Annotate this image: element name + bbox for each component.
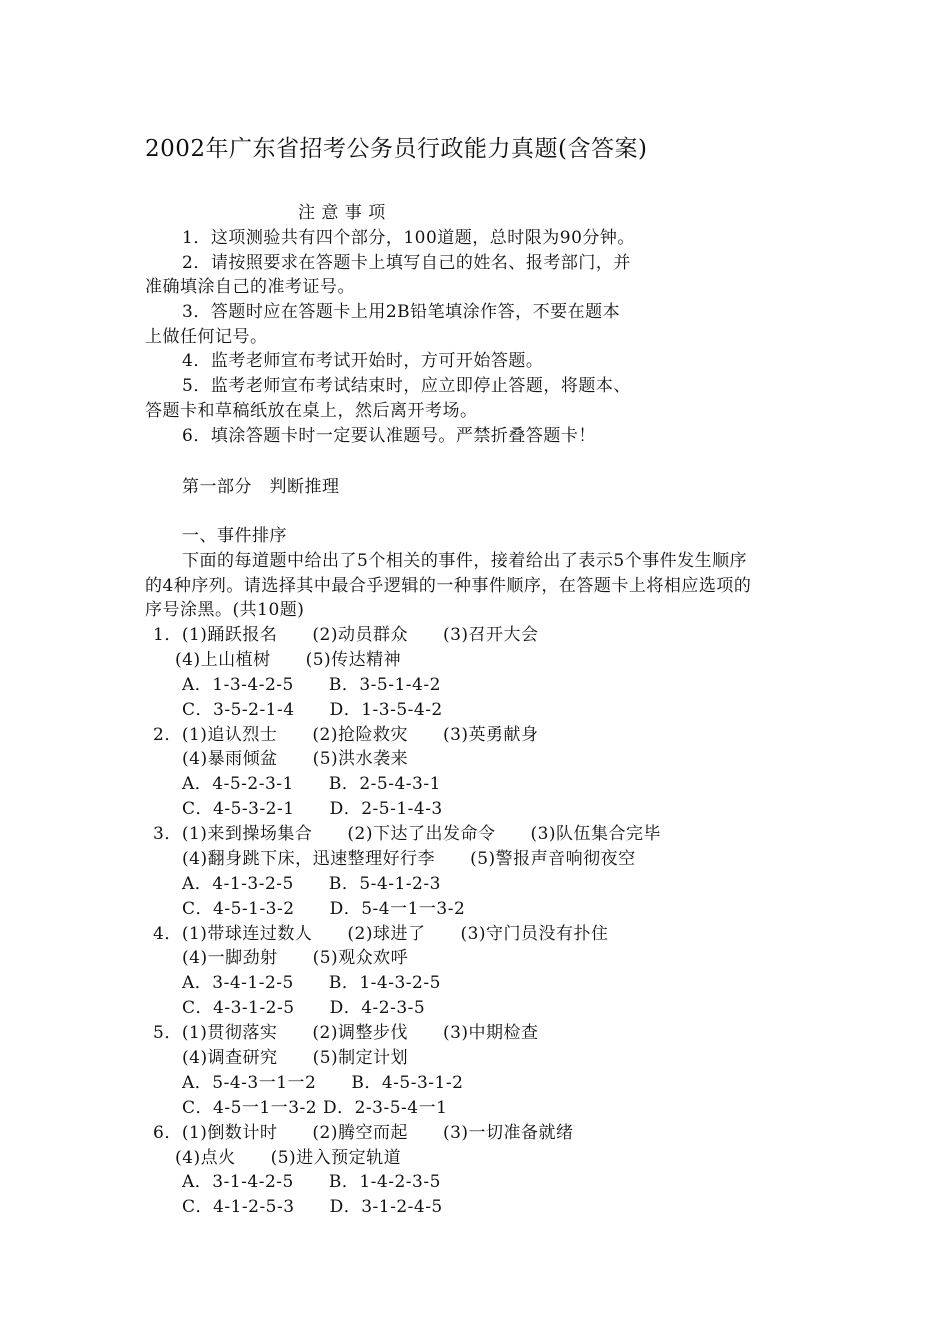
option-line: A．3-4-1-2-5 B．1-4-3-2-5: [182, 973, 441, 993]
notice-line: 1．这项测验共有四个部分，100道题，总时限为90分钟。: [182, 228, 635, 248]
notice-line: 2．请按照要求在答题卡上填写自己的姓名、报考部门，并: [182, 253, 631, 273]
question-line: (4)点火 (5)进入预定轨道: [175, 1148, 402, 1168]
notice-line: 4．监考老师宣布考试开始时，方可开始答题。: [182, 351, 544, 371]
option-line: A．5-4-3一1一2 B．4-5-3-1-2: [182, 1073, 464, 1093]
option-line: A．3-1-4-2-5 B．1-4-2-3-5: [182, 1172, 441, 1192]
notice-line: 准确填涂自己的准考证号。: [145, 277, 355, 297]
question-line: 3．(1)来到操场集合 (2)下达了出发命令 (3)队伍集合完毕: [153, 824, 662, 844]
question-line: 2．(1)追认烈士 (2)抢险救灾 (3)英勇献身: [153, 725, 539, 745]
question-line: (4)一脚劲射 (5)观众欢呼: [182, 948, 409, 968]
part-heading: 第一部分 判断推理: [182, 477, 340, 497]
option-line: A．1-3-4-2-5 B．3-5-1-4-2: [182, 675, 441, 695]
option-line: A．4-5-2-3-1 B．2-5-4-3-1: [182, 774, 441, 794]
option-line: A．4-1-3-2-5 B．5-4-1-2-3: [182, 874, 441, 894]
option-line: C．4-1-2-5-3 D．3-1-2-4-5: [182, 1197, 443, 1217]
option-line: C．3-5-2-1-4 D．1-3-5-4-2: [182, 700, 443, 720]
question-line: (4)翻身跳下床，迅速整理好行李 (5)警报声音响彻夜空: [182, 849, 636, 869]
question-line: (4)暴雨倾盆 (5)洪水袭来: [182, 749, 409, 769]
document-title: 2002年广东省招考公务员行政能力真题(含答案): [145, 136, 648, 162]
question-line: 4．(1)带球连过数人 (2)球进了 (3)守门员没有扑住: [153, 924, 609, 944]
option-line: C．4-5一1一3-2 D．2-3-5-4一1: [182, 1098, 448, 1118]
question-line: 6．(1)倒数计时 (2)腾空而起 (3)一切准备就绪: [153, 1123, 574, 1143]
instructions-line: 的4种序列。请选择其中最合乎逻辑的一种事件顺序，在答题卡上将相应选项的: [145, 576, 752, 596]
question-line: (4)上山植树 (5)传达精神: [175, 650, 402, 670]
instructions-line: 序号涂黑。(共10题): [145, 600, 305, 620]
question-line: (4)调查研究 (5)制定计划: [182, 1048, 409, 1068]
question-line: 1．(1)踊跃报名 (2)动员群众 (3)召开大会: [153, 625, 539, 645]
notice-line: 上做任何记号。: [145, 327, 268, 347]
option-line: C．4-5-3-2-1 D．2-5-1-4-3: [182, 799, 443, 819]
section-heading: 一、事件排序: [182, 526, 287, 546]
question-line: 5．(1)贯彻落实 (2)调整步伐 (3)中期检查: [153, 1023, 539, 1043]
notice-heading: 注 意 事 项: [298, 203, 386, 223]
notice-line: 5．监考老师宣布考试结束时，应立即停止答题，将题本、: [182, 376, 631, 396]
notice-line: 6．填涂答题卡时一定要认准题号。严禁折叠答题卡！: [182, 426, 596, 446]
notice-line: 3．答题时应在答题卡上用2B铅笔填涂作答，不要在题本: [182, 302, 621, 322]
instructions-line: 下面的每道题中给出了5个相关的事件，接着给出了表示5个事件发生顺序: [182, 551, 748, 571]
option-line: C．4-5-1-3-2 D．5-4一1一3-2: [182, 899, 466, 919]
option-line: C．4-3-1-2-5 D．4-2-3-5: [182, 998, 426, 1018]
notice-line: 答题卡和草稿纸放在桌上，然后离开考场。: [145, 401, 478, 421]
